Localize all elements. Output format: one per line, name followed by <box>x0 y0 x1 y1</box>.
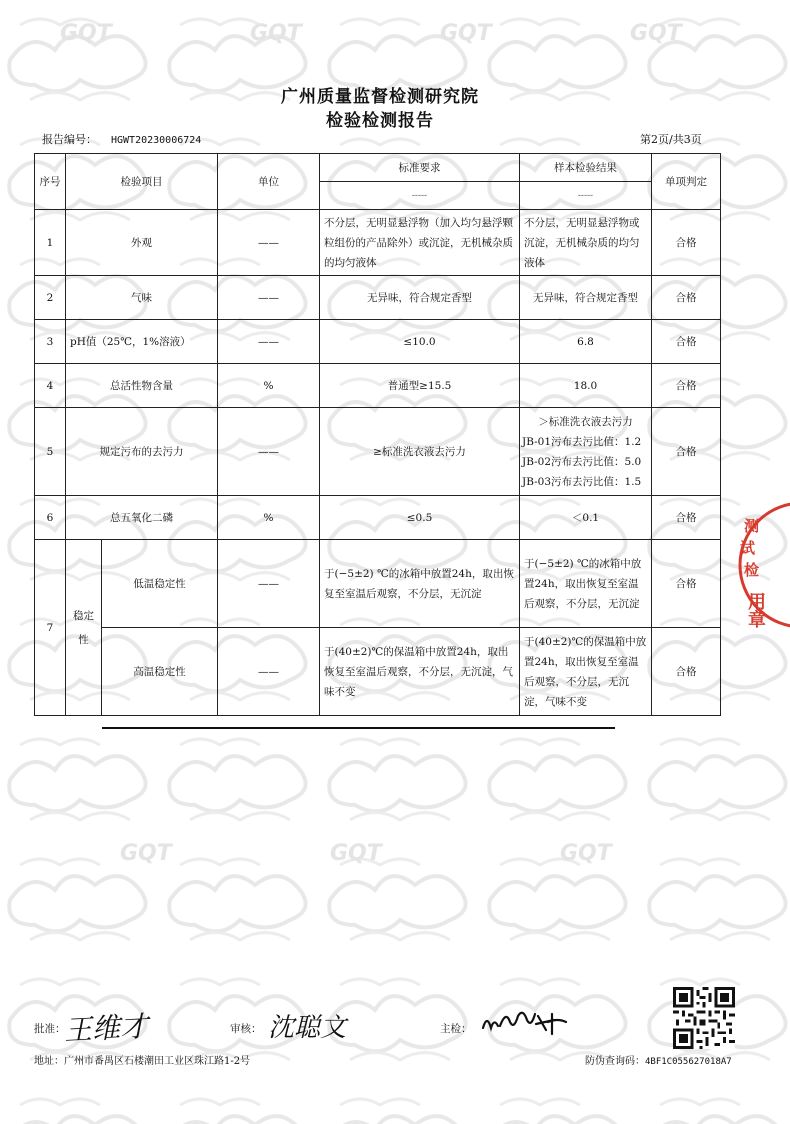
row-result: 18.0 <box>520 364 652 408</box>
row-result: ＜0.1 <box>520 496 652 540</box>
row-no: 3 <box>35 320 66 364</box>
table-row <box>35 320 721 364</box>
row-no: 6 <box>35 496 66 540</box>
row-item: 气味 <box>66 276 218 320</box>
row-standard: ≤10.0 <box>320 320 520 364</box>
header-judgement: 单项判定 <box>652 154 721 210</box>
address-label: 地址： <box>34 1056 64 1067</box>
row-standard: 于(−5±2) ℃的冰箱中放置24h，取出恢复至室温后观察，不分层，无沉淀 <box>320 540 520 628</box>
row-item: 总活性物含量 <box>66 364 218 408</box>
row-standard: ≤0.5 <box>320 496 520 540</box>
row-standard: 于(40±2)℃的保温箱中放置24h，取出恢复至室温后观察，不分层，无沉淀，气味不变 <box>320 628 520 716</box>
report-title: 检验检测报告 <box>326 111 434 131</box>
svg-text:检: 检 <box>744 561 760 579</box>
row-judgement: 合格 <box>652 276 721 320</box>
table-row <box>35 408 721 496</box>
review-signature <box>266 1004 366 1046</box>
row-standard: 无异味，符合规定香型 <box>320 276 520 320</box>
row-result <box>520 408 652 496</box>
table-row <box>35 496 721 540</box>
svg-text:GQT: GQT <box>440 21 492 46</box>
institute-name: 广州质量监督检测研究院 <box>281 87 479 107</box>
row-result: 无异味，符合规定香型 <box>520 276 652 320</box>
svg-text:GQT: GQT <box>120 841 172 866</box>
approve-signature <box>62 1003 192 1048</box>
svg-text:GQT: GQT <box>560 841 612 866</box>
row-standard: 不分层，无明显悬浮物（加入均匀悬浮颗粒组份的产品除外）或沉淀，无机械杂质的均匀液体 <box>320 210 520 276</box>
svg-text:GQT: GQT <box>60 21 112 46</box>
row-group: 稳定性 <box>66 540 102 716</box>
row-result: 于(−5±2) ℃的冰箱中放置24h，取出恢复至室温后观察，不分层，无沉淀 <box>520 540 652 628</box>
row-judgement: 合格 <box>652 628 721 716</box>
result-line: ＞标准洗衣液去污力 <box>538 415 633 428</box>
row-judgement: 合格 <box>652 210 721 276</box>
header-unit: 单位 <box>218 154 320 210</box>
page-indicator: 第2页/共3页 <box>640 133 702 146</box>
row-unit: —— <box>218 210 320 276</box>
table-end-line <box>102 727 615 729</box>
anti-fake-code <box>585 1052 732 1067</box>
table-row <box>35 628 721 716</box>
row-judgement: 合格 <box>652 496 721 540</box>
row-judgement: 合格 <box>652 408 721 496</box>
qr-code[interactable] <box>670 987 738 1049</box>
table-row <box>35 210 721 276</box>
row-judgement: 合格 <box>652 364 721 408</box>
table-row <box>35 540 721 628</box>
row-unit: % <box>218 496 320 540</box>
report-number <box>42 131 201 147</box>
inspector-signature <box>478 1006 573 1038</box>
inspection-table <box>34 153 721 716</box>
row-item: pH值（25℃，1%溶液） <box>66 320 218 364</box>
row-no: 5 <box>35 408 66 496</box>
row-unit: —— <box>218 540 320 628</box>
header-result-sub: ----- <box>520 182 652 210</box>
report-number-label: 报告编号： <box>42 133 97 146</box>
row-unit: —— <box>218 320 320 364</box>
address <box>34 1052 250 1067</box>
header-item: 检验项目 <box>66 154 218 210</box>
row-item: 低温稳定性 <box>102 540 218 628</box>
header-result: 样本检验结果 <box>520 154 652 182</box>
row-item: 总五氧化二磷 <box>66 496 218 540</box>
row-result: 于(40±2)℃的保温箱中放置24h，取出恢复至室温后观察，不分层，无沉淀，气味不变 <box>520 628 652 716</box>
row-judgement: 合格 <box>652 320 721 364</box>
seal-text: 用章 <box>745 592 766 628</box>
row-standard: 普通型≥15.5 <box>320 364 520 408</box>
row-no: 4 <box>35 364 66 408</box>
row-item: 外观 <box>66 210 218 276</box>
anti-fake-label: 防伪查询码： <box>585 1056 645 1067</box>
table-row <box>35 276 721 320</box>
row-unit: —— <box>218 408 320 496</box>
anti-fake-value: 4BF1C055627018A7 <box>645 1057 732 1067</box>
svg-text:GQT: GQT <box>250 21 302 46</box>
inspector-label: 主检： <box>440 1023 472 1035</box>
row-judgement: 合格 <box>652 540 721 628</box>
table-row <box>35 364 721 408</box>
address-value: 广州市番禺区石楼潮田工业区珠江路1-2号 <box>64 1056 251 1067</box>
report-number-value: HGWT20230006724 <box>111 135 202 146</box>
approve-label: 批准： <box>34 1023 66 1035</box>
result-line: JB-01污布去污比值：1.2 <box>522 435 642 448</box>
row-unit: —— <box>218 276 320 320</box>
row-result: 不分层，无明显悬浮物或沉淀，无机械杂质的均匀液体 <box>520 210 652 276</box>
row-item: 规定污布的去污力 <box>66 408 218 496</box>
row-unit: —— <box>218 628 320 716</box>
row-result: 6.8 <box>520 320 652 364</box>
result-line: JB-02污布去污比值：5.0 <box>522 455 642 468</box>
svg-text:GQT: GQT <box>630 21 682 46</box>
row-unit: % <box>218 364 320 408</box>
header-standard: 标准要求 <box>320 154 520 182</box>
row-standard: ≥标准洗衣液去污力 <box>320 408 520 496</box>
review-signature-text: 沈聪文 <box>268 1013 347 1043</box>
svg-text:GQT: GQT <box>330 841 382 866</box>
row-no: 1 <box>35 210 66 276</box>
review-label: 审核： <box>230 1023 262 1035</box>
row-item: 高温稳定性 <box>102 628 218 716</box>
header-standard-sub: ----- <box>320 182 520 210</box>
svg-text:试: 试 <box>740 539 756 557</box>
row-no: 7 <box>35 540 66 716</box>
result-line: JB-03污布去污比值：1.5 <box>522 475 642 488</box>
approve-signature-text: 王维才 <box>63 1009 149 1048</box>
row-no: 2 <box>35 276 66 320</box>
header-no: 序号 <box>35 154 66 210</box>
svg-text:测: 测 <box>744 517 760 535</box>
